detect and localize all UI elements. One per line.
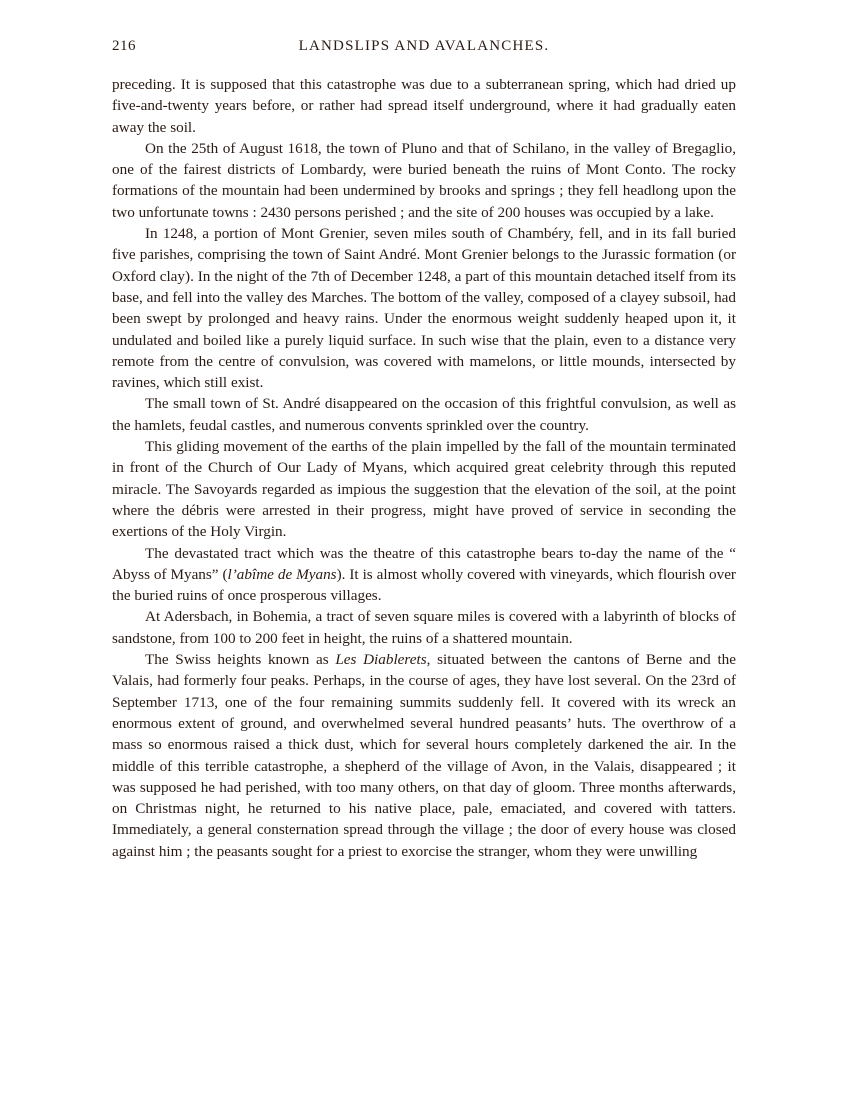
running-head	[112, 38, 736, 60]
italic-text-run: l’abîme de Myans	[227, 565, 337, 583]
body-text	[112, 74, 736, 862]
paragraph	[112, 649, 736, 862]
paragraph	[112, 543, 736, 607]
text-run: ). It is almost wholly covered with vineyards, which flourish over the buried ruins of once prosperous villages.	[112, 565, 736, 605]
text-run: The Swiss heights known as	[145, 651, 336, 669]
text-run: The devastated tract which was the theatre of this catastrophe bears to-day the name of the “ Abyss of Myans” (	[112, 544, 736, 583]
italic-text-run: Les Diablerets	[335, 651, 427, 669]
paragraph	[112, 436, 736, 542]
paragraph	[112, 223, 736, 393]
text-run: In 1248, a portion of Mont Grenier, seven miles south of Chambéry, fell, and in its fall buried five parishes, comprising the town of Saint André. Mont Grenier belongs to the Jurassic formation (or Oxford clay). In the night of the 7th of December 1248, a part of this mountain detached itself from its base, and fell into the valley des Marches. The bottom of the valley, composed of a clayey subsoil, had been swept by prolonged and heavy rains. Under the enormous weight suddenly heaped upon it, it undulated and boiled like a purely liquid surface. In such wise that the plain, even to a distance very remote from the centre of convulsion, was covered with mamelons, or little mounds, intersected by ravines, which still exist.	[112, 225, 736, 392]
text-run: preceding. It is supposed that this catastrophe was due to a subterranean spring, which had dried up five-and-twenty years before, or rather had spread itself underground, where it had gradually eaten away the soil.	[112, 76, 736, 136]
text-run: On the 25th of August 1618, the town of Pluno and that of Schilano, in the valley of Bregaglio, one of the fairest districts of Lombardy, were buried beneath the ruins of Mont Conto. The rocky formations of the mountain had been undermined by brooks and springs ; they fell headlong upon the two unfortunate towns : 2430 persons perished ; and the site of 200 houses was occupied by a lake.	[112, 139, 736, 221]
running-title: LANDSLIPS AND AVALANCHES.	[298, 38, 550, 54]
paragraph	[112, 393, 736, 436]
paragraph	[112, 606, 736, 649]
paragraph	[112, 74, 736, 138]
text-run: The small town of St. André disappeared on the occasion of this frightful convulsion, as well as the hamlets, feudal castles, and numerous convents sprinkled over the country.	[112, 395, 736, 434]
paragraph	[112, 138, 736, 223]
page-number: 216	[112, 38, 136, 54]
text-run: This gliding movement of the earths of the plain impelled by the fall of the mountain terminated in front of the Church of Our Lady of Myans, which acquired great celebrity through this reputed miracle. The Savoyards regarded as impious the suggestion that the elevation of the soil, at the point where the débris were arrested in their progress, might have proved of service in seconding the exertions of the Holy Virgin.	[112, 438, 736, 541]
text-run: , situated between the cantons of Berne and the Valais, had formerly four peaks. Perhaps, in the course of ages, they have lost several. On the 23rd of September 1713, one of the four remaining summits suddenly fell. It covered with its wreck an enormous extent of ground, and overwhelmed several hundred peasants’ huts. The overthrow of a mass so enormous raised a thick dust, which for several hours completely darkened the air. In the middle of this terrible catastrophe, a shepherd of the village of Avon, in the Valais, disappeared ; it was supposed he had perished, with too many others, on that day of gloom. Three months afterwards, on Christmas night, he returned to his native place, pale, emaciated, and covered with tatters. Immediately, a general consternation spread through the village ; the door of every house was closed against him ; the peasants sought for a priest to exorcise the stranger, whom they were unwilling	[112, 651, 737, 860]
text-run: At Adersbach, in Bohemia, a tract of seven square miles is covered with a labyrinth of blocks of sandstone, from 100 to 200 feet in height, the ruins of a shattered mountain.	[112, 608, 736, 647]
